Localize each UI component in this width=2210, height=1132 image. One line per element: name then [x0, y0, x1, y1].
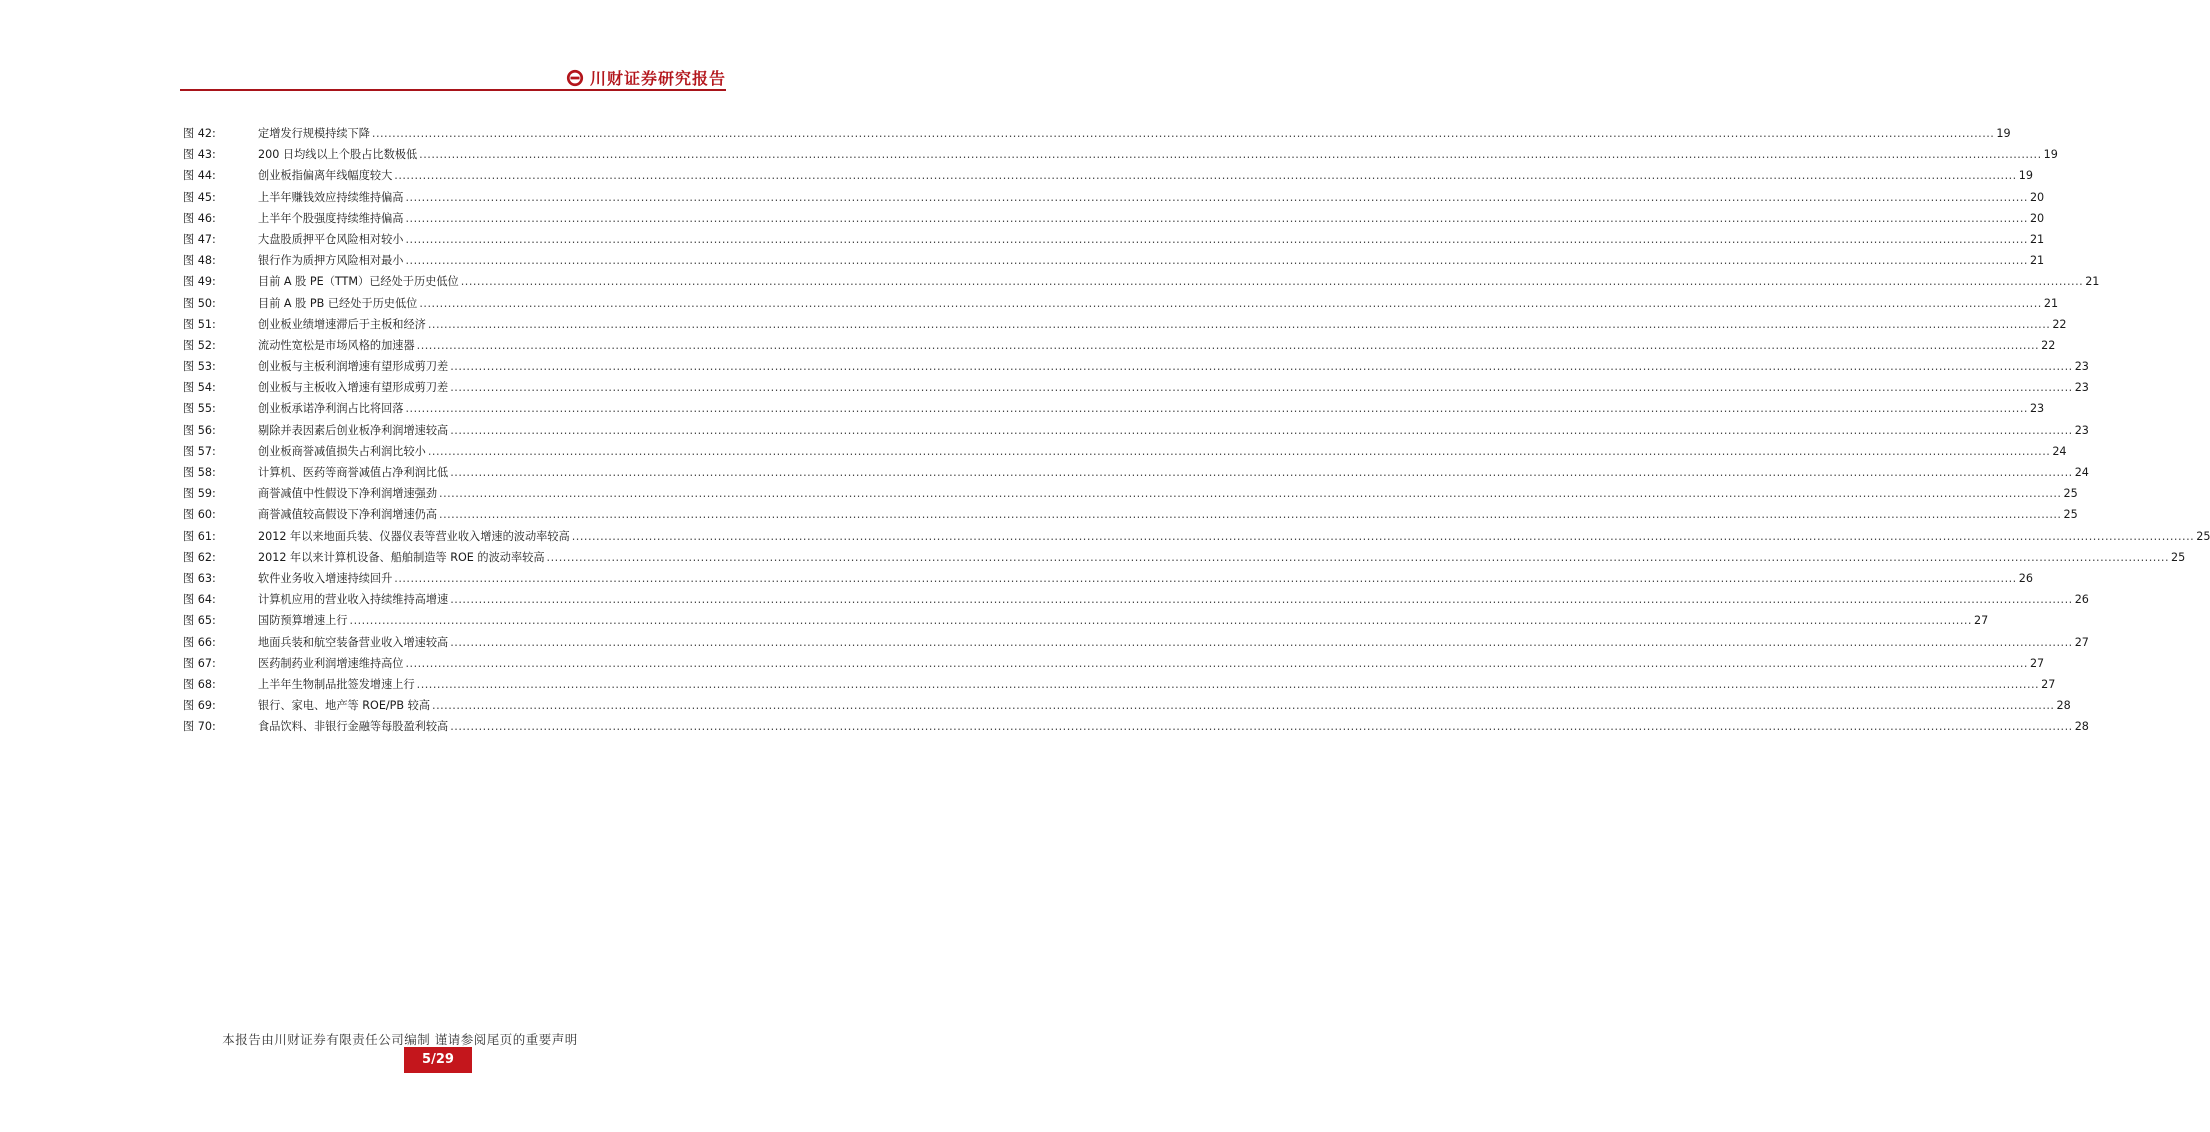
page-number: 21 — [2043, 296, 2059, 310]
figure-number: 图 61: — [183, 529, 216, 543]
figure-title: 上半年生物制品批签发增速上行 — [258, 677, 415, 691]
page-number: 23 — [2029, 402, 2045, 416]
figure-number: 图 68: — [183, 677, 216, 691]
dot-leader: ................................................................................................................................................................................................................................................................................................................................................................................................................ — [427, 444, 2051, 458]
toc-entry[interactable] — [183, 165, 2033, 186]
dot-leader: ................................................................................................................................................................................................................................................................................................................................................................................................................ — [349, 614, 1972, 628]
toc-entry[interactable] — [183, 356, 2089, 377]
figure-title: 大盘股质押平仓风险相对较小 — [258, 232, 404, 246]
footer-disclaimer: 本报告由川财证券有限责任公司编制 谨请参阅尾页的重要声明 — [222, 1032, 578, 1047]
page-number: 24 — [2074, 466, 2089, 479]
figure-number: 图 44: — [183, 169, 216, 183]
dot-leader: ................................................................................................................................................................................................................................................................................................................................................................................................................ — [405, 402, 2028, 416]
dot-leader: ................................................................................................................................................................................................................................................................................................................................................................................................................ — [571, 529, 2195, 543]
chuancai-logo-icon — [566, 69, 584, 87]
toc-entry[interactable] — [183, 420, 2089, 441]
dot-leader: ................................................................................................................................................................................................................................................................................................................................................................................................................ — [405, 211, 2028, 225]
page-number: 21 — [2085, 275, 2100, 289]
page-number: 27 — [2074, 635, 2089, 649]
dot-leader: ................................................................................................................................................................................................................................................................................................................................................................................................................ — [416, 677, 2040, 691]
toc-entry[interactable] — [183, 568, 2033, 589]
dot-leader: ................................................................................................................................................................................................................................................................................................................................................................................................................ — [450, 720, 2073, 734]
page-number: 20 — [2029, 190, 2045, 204]
page-number: 25 — [2063, 508, 2078, 522]
toc-entry[interactable] — [183, 526, 2210, 547]
figure-number: 图 54: — [183, 381, 216, 395]
figure-title: 上半年赚钱效应持续维持偏高 — [258, 190, 404, 204]
figure-title: 200 日均线以上个股占比数极低 — [258, 148, 418, 162]
figure-title: 流动性宽松是市场风格的加速器 — [258, 338, 415, 352]
figure-title: 商誉减值较高假设下净利润增速仍高 — [258, 508, 438, 522]
page-number: 19 — [2043, 148, 2058, 162]
figure-number: 图 56: — [183, 423, 216, 437]
figure-title: 创业板业绩增速滞后于主板和经济 — [258, 317, 426, 331]
figure-number: 图 45: — [183, 190, 216, 204]
page-number: 28 — [2056, 699, 2071, 713]
figure-number: 图 51: — [183, 317, 216, 331]
page-number: 24 — [2052, 444, 2067, 458]
figure-number: 图 66: — [183, 635, 216, 649]
dot-leader: ................................................................................................................................................................................................................................................................................................................................................................................................................ — [394, 571, 2017, 585]
toc-entry[interactable] — [183, 483, 2078, 504]
header-rule — [180, 89, 726, 91]
page-number: 23 — [2074, 423, 2089, 437]
toc-entry[interactable] — [183, 250, 2045, 271]
dot-leader: ................................................................................................................................................................................................................................................................................................................................................................................................................ — [450, 466, 2073, 479]
dot-leader: ................................................................................................................................................................................................................................................................................................................................................................................................................ — [405, 656, 2028, 670]
figure-title: 上半年个股强度持续维持偏高 — [258, 211, 404, 225]
figure-title: 剔除并表因素后创业板净利润增速较高 — [258, 423, 449, 437]
dot-leader: ................................................................................................................................................................................................................................................................................................................................................................................................................ — [416, 338, 2040, 352]
page-number: 26 — [2018, 571, 2033, 585]
figure-number: 图 53: — [183, 360, 216, 374]
figure-number: 图 49: — [183, 275, 216, 289]
figure-number: 图 57: — [183, 444, 216, 458]
toc-entry[interactable] — [183, 632, 2089, 653]
toc-entry[interactable] — [183, 653, 2045, 674]
dot-leader: ................................................................................................................................................................................................................................................................................................................................................................................................................ — [405, 190, 2028, 204]
figure-number: 图 55: — [183, 402, 216, 416]
dot-leader: ................................................................................................................................................................................................................................................................................................................................................................................................................ — [460, 275, 2084, 289]
dot-leader: ................................................................................................................................................................................................................................................................................................................................................................................................................ — [450, 423, 2073, 437]
figure-title: 创业板与主板收入增速有望形成剪刀差 — [258, 381, 449, 395]
page-number: 21 — [2029, 232, 2045, 246]
page-number: 25 — [2196, 529, 2210, 543]
figure-title: 2012 年以来地面兵装、仪器仪表等营业收入增速的波动率较高 — [258, 529, 570, 543]
figure-title: 地面兵装和航空装备营业收入增速较高 — [258, 635, 449, 649]
page-number: 27 — [2041, 677, 2056, 691]
page-number: 25 — [2063, 487, 2078, 501]
toc-entry[interactable] — [183, 187, 2045, 208]
figure-title: 软件业务收入增速持续回升 — [258, 571, 393, 585]
figure-title: 2012 年以来计算机设备、船舶制造等 ROE 的波动率较高 — [258, 550, 545, 564]
figure-title: 定增发行规模持续下降 — [258, 127, 370, 140]
toc-entry[interactable] — [183, 674, 2056, 695]
dot-leader: ................................................................................................................................................................................................................................................................................................................................................................................................................ — [427, 317, 2051, 331]
toc-entry[interactable] — [183, 271, 2100, 292]
page-number: 19 — [1996, 127, 2011, 140]
page-number: 23 — [2074, 381, 2089, 395]
figure-number: 图 59: — [183, 487, 216, 501]
page-number: 22 — [2041, 338, 2056, 352]
dot-leader: ................................................................................................................................................................................................................................................................................................................................................................................................................ — [450, 635, 2073, 649]
dot-leader: ................................................................................................................................................................................................................................................................................................................................................................................................................ — [405, 232, 2028, 246]
figure-title: 商誉减值中性假设下净利润增速强劲 — [258, 487, 438, 501]
toc-entry[interactable] — [183, 716, 2089, 737]
page-header — [180, 60, 726, 92]
toc-entry[interactable] — [183, 144, 2058, 165]
figure-number: 图 67: — [183, 656, 216, 670]
figure-number: 图 47: — [183, 232, 216, 246]
page-number: 25 — [2171, 550, 2186, 564]
brand-name: 川财证券研究报告 — [589, 69, 726, 88]
page-number-badge: 5/29 — [404, 1047, 472, 1073]
figure-title: 创业板与主板利润增速有望形成剪刀差 — [258, 360, 449, 374]
page-number: 28 — [2074, 720, 2089, 734]
toc-entry[interactable] — [183, 589, 2089, 610]
dot-leader: ................................................................................................................................................................................................................................................................................................................................................................................................................ — [450, 593, 2073, 607]
figure-title: 食品饮料、非银行金融等每股盈利较高 — [258, 720, 449, 734]
toc-entry[interactable] — [183, 335, 2056, 356]
figure-number: 图 50: — [183, 296, 216, 310]
figure-number: 图 62: — [183, 550, 216, 564]
dot-leader: ................................................................................................................................................................................................................................................................................................................................................................................................................ — [450, 381, 2073, 395]
figure-number: 图 60: — [183, 508, 216, 522]
figure-number: 图 70: — [183, 720, 216, 734]
figure-title: 国防预算增速上行 — [258, 614, 348, 628]
figure-number: 图 46: — [183, 211, 216, 225]
dot-leader: ................................................................................................................................................................................................................................................................................................................................................................................................................ — [405, 254, 2028, 268]
figure-title: 银行、家电、地产等 ROE/PB 较高 — [258, 699, 431, 713]
toc-entry[interactable] — [183, 504, 2078, 525]
figure-number: 图 64: — [183, 593, 216, 607]
toc-entry[interactable] — [183, 610, 1989, 631]
figure-number: 图 42: — [183, 127, 216, 140]
figure-list — [183, 123, 2210, 737]
figure-number: 图 63: — [183, 571, 216, 585]
figure-number: 图 43: — [183, 148, 216, 162]
figure-number: 图 65: — [183, 614, 216, 628]
figure-number: 图 48: — [183, 254, 216, 268]
figure-title: 目前 A 股 PE（TTM）已经处于历史低位 — [258, 275, 459, 289]
toc-entry[interactable] — [183, 314, 2067, 335]
figure-title: 计算机、医药等商誉减值占净利润比低 — [258, 466, 449, 479]
figure-number: 图 58: — [183, 466, 216, 479]
page-number: 21 — [2029, 254, 2045, 268]
brand — [566, 66, 726, 89]
dot-leader: ................................................................................................................................................................................................................................................................................................................................................................................................................ — [419, 148, 2042, 162]
figure-title: 计算机应用的营业收入持续维持高增速 — [258, 593, 449, 607]
toc-entry[interactable] — [183, 462, 2089, 483]
page-number: 23 — [2074, 360, 2089, 374]
page-number: 22 — [2052, 317, 2067, 331]
toc-entry[interactable] — [183, 547, 2186, 568]
page-number: 27 — [1974, 614, 1989, 628]
figure-title: 创业板商誉减值损失占利润比较小 — [258, 444, 426, 458]
figure-title: 创业板承诺净利润占比将回落 — [258, 402, 404, 416]
dot-leader: ................................................................................................................................................................................................................................................................................................................................................................................................................ — [432, 699, 2055, 713]
toc-entry[interactable] — [183, 441, 2067, 462]
dot-leader: ................................................................................................................................................................................................................................................................................................................................................................................................................ — [419, 296, 2042, 310]
toc-entry[interactable] — [183, 123, 2011, 144]
toc-entry[interactable] — [183, 208, 2045, 229]
toc-entry[interactable] — [183, 229, 2045, 250]
dot-leader: ................................................................................................................................................................................................................................................................................................................................................................................................................ — [439, 508, 2062, 522]
dot-leader: ................................................................................................................................................................................................................................................................................................................................................................................................................ — [394, 169, 2017, 183]
toc-entry[interactable] — [183, 293, 2059, 314]
figure-title: 创业板指偏离年线幅度较大 — [258, 169, 393, 183]
figure-title: 银行作为质押方风险相对最小 — [258, 254, 404, 268]
page-number: 19 — [2018, 169, 2033, 183]
page-number: 20 — [2029, 211, 2045, 225]
figure-number: 图 52: — [183, 338, 216, 352]
page-number: 27 — [2029, 656, 2045, 670]
page-number: 26 — [2074, 593, 2089, 607]
dot-leader: ................................................................................................................................................................................................................................................................................................................................................................................................................ — [546, 550, 2170, 564]
toc-entry[interactable] — [183, 695, 2071, 716]
dot-leader: ................................................................................................................................................................................................................................................................................................................................................................................................................ — [450, 360, 2073, 374]
figure-number: 图 69: — [183, 699, 216, 713]
figure-title: 目前 A 股 PB 已经处于历史低位 — [258, 296, 418, 310]
toc-entry[interactable] — [183, 398, 2045, 419]
dot-leader: ................................................................................................................................................................................................................................................................................................................................................................................................................ — [371, 127, 1995, 140]
figure-title: 医药制药业利润增速维持高位 — [258, 656, 404, 670]
toc-entry[interactable] — [183, 377, 2089, 398]
dot-leader: ................................................................................................................................................................................................................................................................................................................................................................................................................ — [439, 487, 2062, 501]
